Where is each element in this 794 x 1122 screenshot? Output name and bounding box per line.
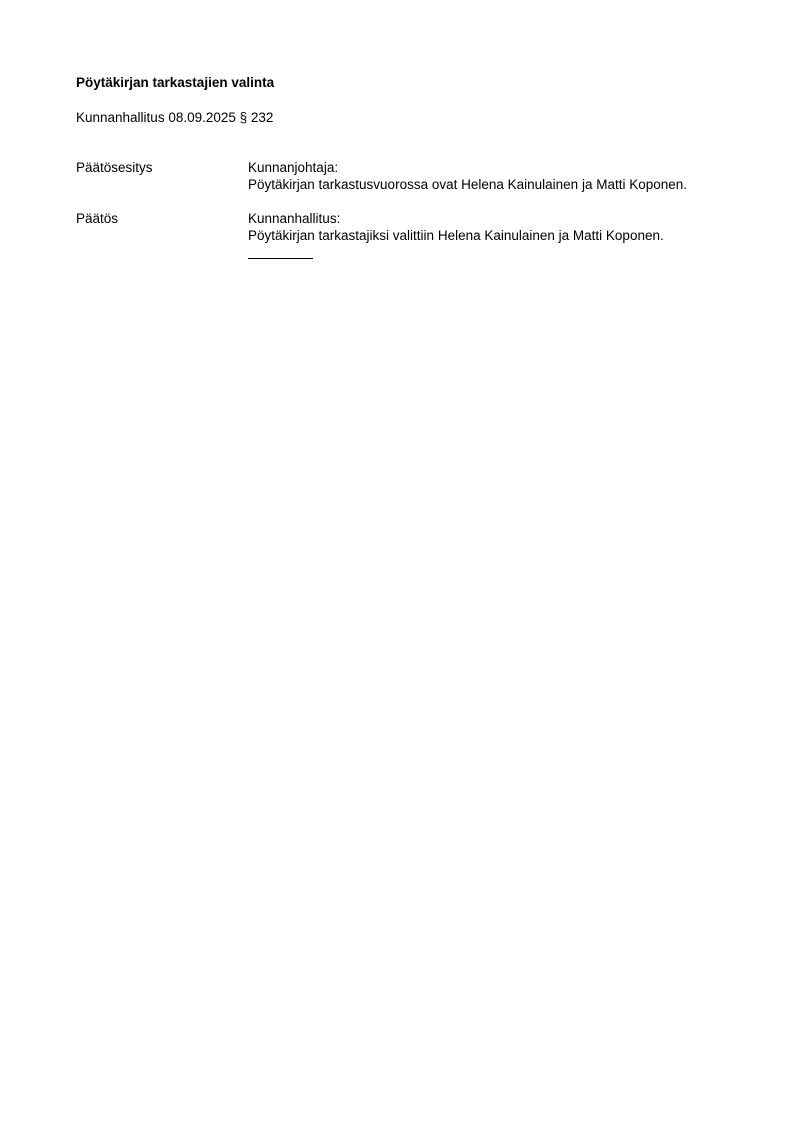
- proposal-text: Pöytäkirjan tarkastusvuorossa ovat Helena Kainulainen ja Matti Koponen.: [248, 177, 688, 192]
- decision-content: [248, 210, 664, 244]
- decision-label: Päätös: [76, 211, 119, 226]
- decision-text: Pöytäkirjan tarkastajiksi valittiin Helena Kainulainen ja Matti Koponen.: [248, 228, 664, 243]
- proposal-author: Kunnanjohtaja:: [248, 160, 339, 175]
- document-title: Pöytäkirjan tarkastajien valinta: [76, 75, 275, 90]
- decision-author: Kunnanhallitus:: [248, 211, 341, 226]
- end-divider: [248, 258, 313, 259]
- proposal-label: Päätösesitys: [76, 160, 153, 175]
- meeting-reference: Kunnanhallitus 08.09.2025 § 232: [76, 110, 274, 125]
- proposal-content: [248, 159, 687, 193]
